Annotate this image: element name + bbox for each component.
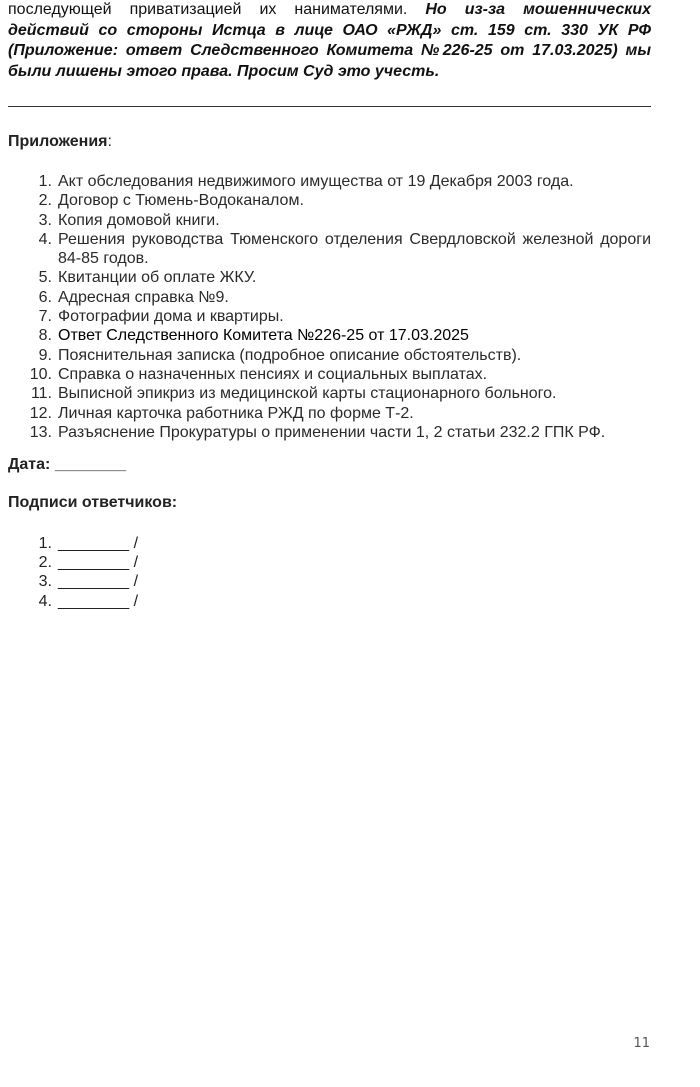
signature-number: 3. [38, 573, 52, 591]
date-label: Дата: [8, 456, 51, 473]
intro-emphasis-text: Но из-за мошеннических действий со стороны Истца в лице ОАО «РЖД» ст. 159 ст. 330 УК РФ (Приложение: ответ Следственного Комитета №226-25 от 17.03.2025) мы были лишены этого права. Просим Суд это учесть. [8, 1, 652, 80]
signature-blank: ________ / [58, 535, 139, 552]
item-number: 3. [38, 211, 52, 229]
attachments-list [8, 172, 651, 442]
item-number: 7. [38, 308, 52, 326]
signature-line [8, 572, 138, 591]
list-item [8, 288, 651, 307]
intro-normal-text: последующей приватизацией их нанимателями. [8, 1, 426, 18]
item-text: Фотографии дома и квартиры. [58, 308, 284, 326]
list-item [8, 384, 651, 403]
item-text: Личная карточка работника РЖД по форме Т-2. [58, 404, 414, 422]
signature-number: 2. [38, 554, 52, 572]
signature-line [8, 592, 138, 611]
item-number: 1. [38, 173, 52, 190]
signatures-list [8, 534, 138, 611]
list-item [8, 346, 651, 365]
item-number: 13. [29, 423, 52, 441]
list-item [8, 423, 651, 442]
signature-blank: ________ / [58, 592, 139, 610]
intro-paragraph [8, 0, 651, 82]
date-blank: ________ [54, 456, 126, 473]
item-number: 12. [29, 404, 52, 422]
item-number: 4. [38, 230, 52, 248]
item-text: Адресная справка №9. [58, 288, 229, 306]
item-text: Квитанции об оплате ЖКУ. [58, 269, 257, 287]
item-text: Ответ Следственного Комитета №226-25 от 17.03.2025 [58, 327, 469, 345]
list-item [8, 307, 651, 326]
date-line [8, 456, 126, 474]
attachments-heading [8, 133, 112, 151]
item-text: Разъяснение Прокуратуры о применении части 1, 2 статьи 232.2 ГПК РФ. [58, 423, 606, 441]
signature-number: 4. [38, 592, 52, 610]
item-text: Решения руководства Тюменского отделения Свердловской железной дороги 84-85 годов. [58, 230, 651, 268]
signature-line [8, 553, 138, 572]
list-item [8, 230, 651, 269]
list-item [8, 365, 651, 384]
attachments-colon: : [107, 133, 112, 150]
list-item [8, 404, 651, 423]
item-text: Договор с Тюмень-Водоканалом. [58, 192, 304, 210]
item-number: 6. [38, 288, 52, 306]
item-text: Выписной эпикриз из медицинской карты стационарного больного. [58, 385, 557, 403]
signatures-heading: Подписи ответчиков: [8, 494, 178, 511]
signature-blank: ________ / [58, 573, 139, 591]
list-item [8, 211, 651, 230]
item-number: 5. [38, 269, 52, 287]
item-text: Справка о назначенных пенсиях и социальных выплатах. [58, 365, 488, 383]
list-item [8, 172, 651, 191]
item-number: 8. [38, 327, 52, 345]
item-number: 10. [29, 365, 52, 383]
document-page [8, 0, 653, 1087]
signature-number: 1. [38, 535, 52, 552]
page-number: 11 [633, 1036, 650, 1051]
horizontal-rule [8, 106, 651, 107]
list-item [8, 268, 651, 287]
signature-line [8, 534, 138, 553]
item-text: Акт обследования недвижимого имущества от 19 Декабря 2003 года. [58, 173, 574, 190]
item-number: 11. [30, 385, 52, 403]
item-number: 9. [38, 346, 52, 364]
attachments-title: Приложения [8, 133, 108, 150]
item-text: Пояснительная записка (подробное описание обстоятельств). [58, 346, 522, 364]
item-number: 2. [38, 192, 52, 210]
list-item [8, 326, 651, 345]
list-item [8, 191, 651, 210]
item-text: Копия домовой книги. [58, 211, 220, 229]
signature-blank: ________ / [58, 554, 139, 572]
